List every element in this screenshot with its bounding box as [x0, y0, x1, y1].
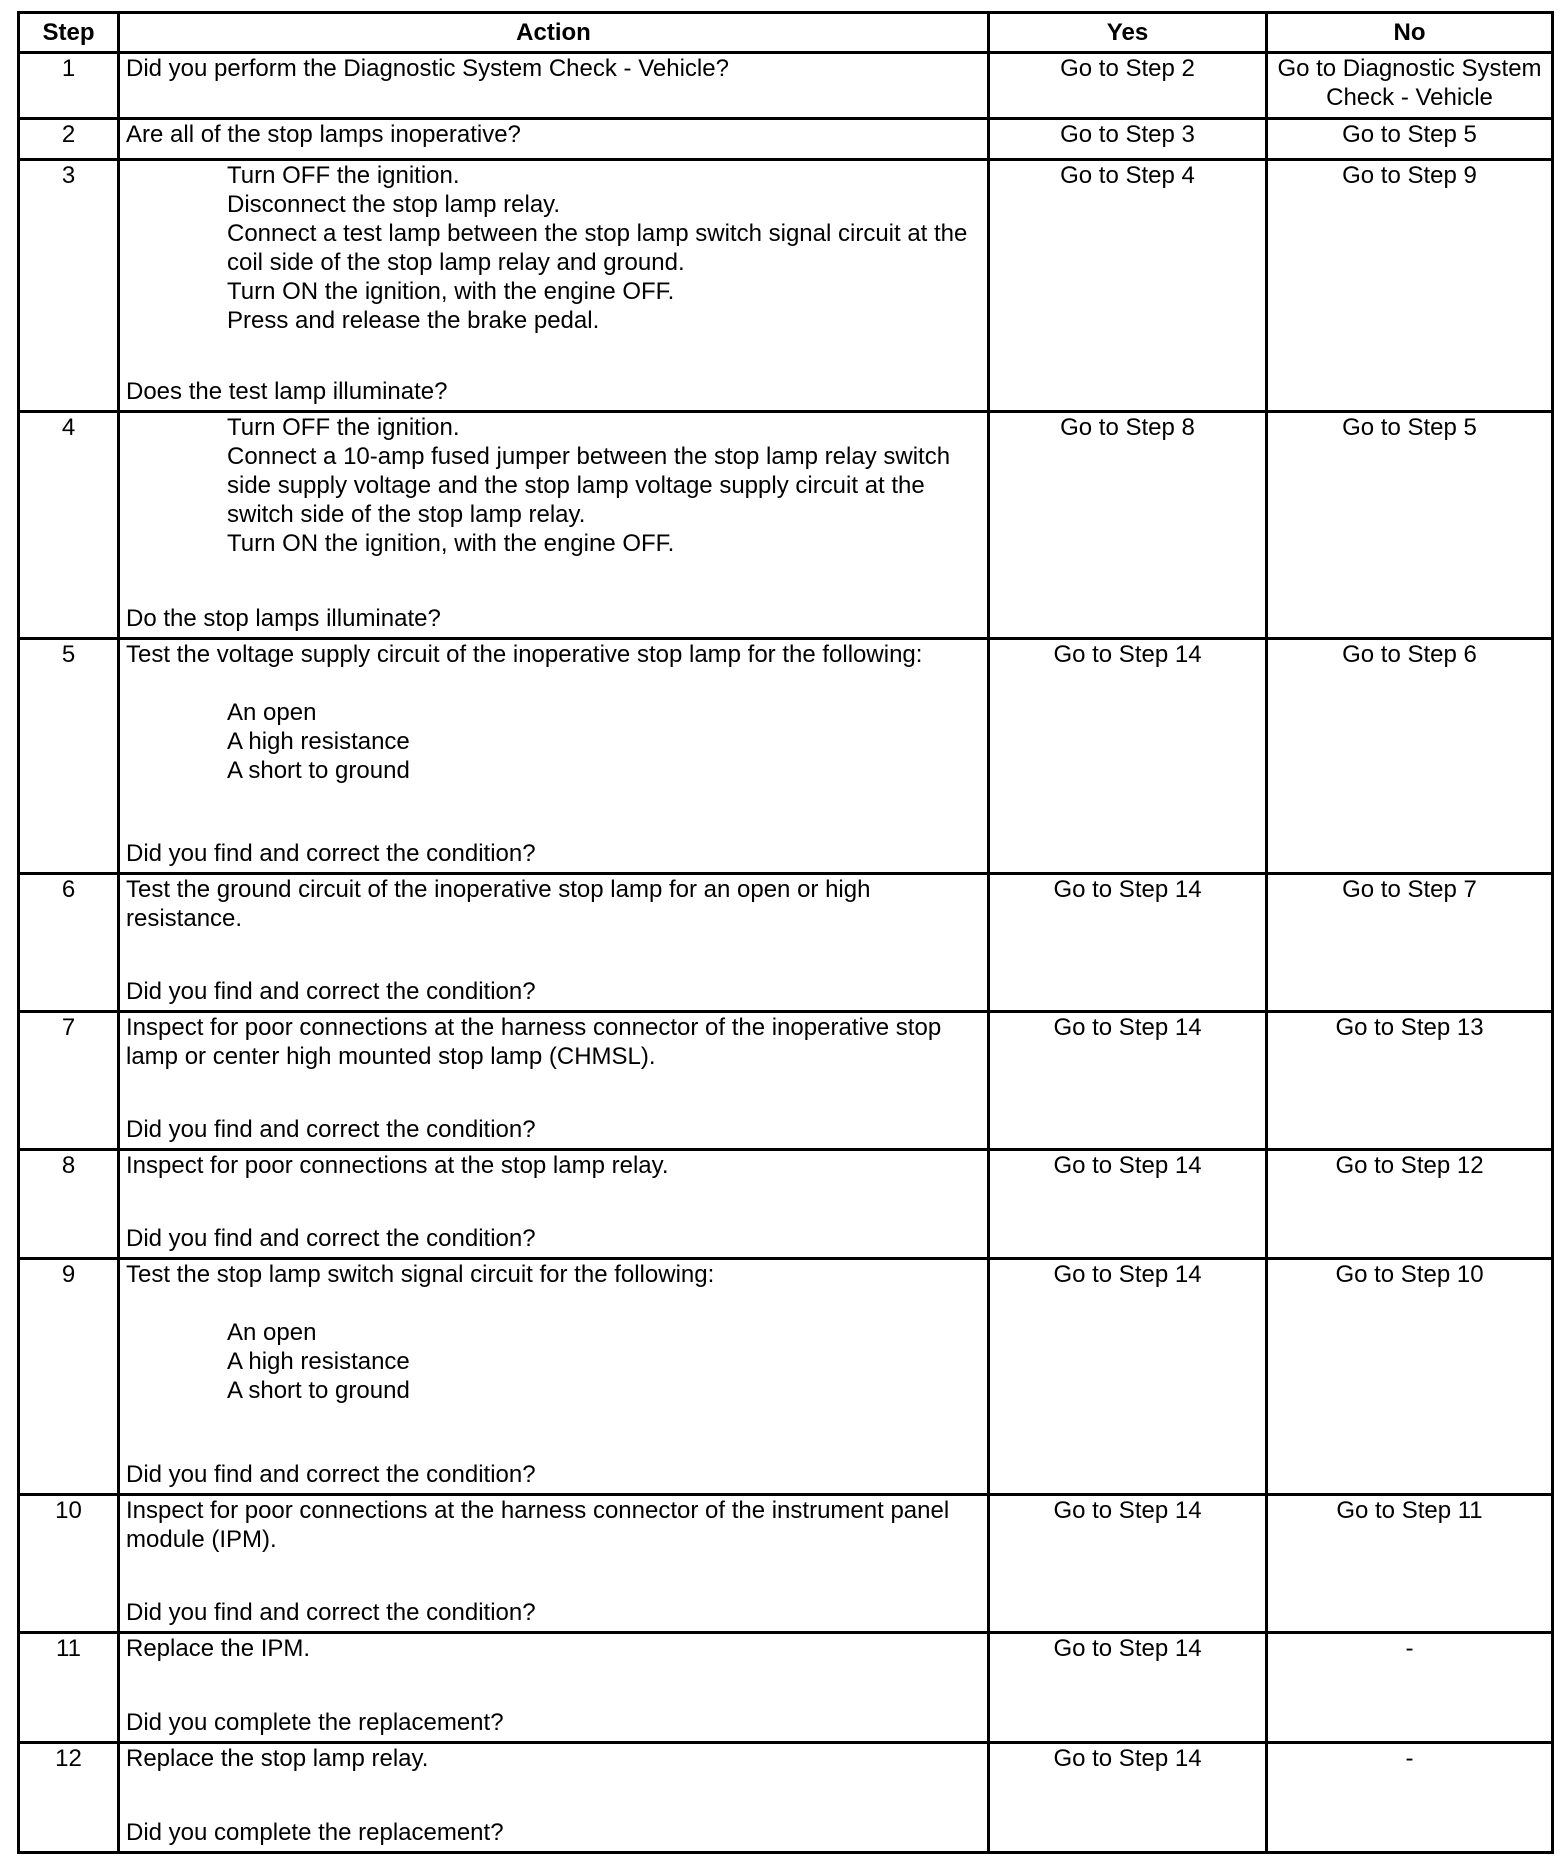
action-intro: Replace the IPM. [126, 1635, 311, 1662]
action-cell [119, 53, 989, 119]
action-list-item: Press and release the brake pedal. [227, 307, 600, 334]
step-number: 9 [19, 1259, 119, 1495]
header-row [19, 13, 1553, 53]
action-cell [119, 1633, 989, 1743]
action-body [126, 54, 981, 83]
action-list-item: An open [227, 1319, 317, 1346]
spacer [126, 669, 981, 698]
action-intro: Inspect for poor connections at the harness connector of the inoperative stop lamp or center high mounted stop lamp (CHMSL). [126, 1014, 942, 1070]
yes-outcome: Go to Step 14 [989, 874, 1267, 1012]
no-outcome: - [1267, 1633, 1553, 1743]
action-list-item: A short to ground [227, 1377, 410, 1404]
yes-outcome: Go to Step 3 [989, 119, 1267, 160]
action-body [126, 1496, 981, 1554]
no-outcome: Go to Step 5 [1267, 119, 1553, 160]
action-list-item: A high resistance [227, 1348, 410, 1375]
action-cell [119, 1743, 989, 1853]
no-outcome: Go to Step 7 [1267, 874, 1553, 1012]
action-list-item: Turn OFF the ignition. [227, 414, 460, 441]
action-intro: Replace the stop lamp relay. [126, 1745, 429, 1772]
yes-outcome: Go to Step 14 [989, 639, 1267, 874]
action-question: Did you find and correct the condition? [126, 978, 536, 1005]
action-cell [119, 1150, 989, 1259]
yes-outcome: Go to Step 14 [989, 1633, 1267, 1743]
no-outcome: Go to Step 12 [1267, 1150, 1553, 1259]
step-number: 2 [19, 119, 119, 160]
action-intro: Inspect for poor connections at the stop lamp relay. [126, 1152, 669, 1179]
yes-outcome: Go to Step 4 [989, 160, 1267, 412]
step-number: 3 [19, 160, 119, 412]
step-number: 4 [19, 412, 119, 639]
step-number: 1 [19, 53, 119, 119]
action-question: Do the stop lamps illuminate? [126, 605, 441, 632]
action-question: Did you find and correct the condition? [126, 840, 536, 867]
table-row [19, 1495, 1553, 1633]
action-cell [119, 639, 989, 874]
action-intro: Did you perform the Diagnostic System Check - Vehicle? [126, 55, 729, 82]
action-body [126, 1151, 981, 1180]
action-body [126, 161, 981, 335]
table-row [19, 1012, 1553, 1150]
action-body [126, 1013, 981, 1071]
table-row [19, 160, 1553, 412]
yes-outcome: Go to Step 14 [989, 1150, 1267, 1259]
action-intro: Test the voltage supply circuit of the inoperative stop lamp for the following: [126, 641, 923, 668]
action-cell [119, 160, 989, 412]
action-body [126, 1744, 981, 1773]
action-list-item: Disconnect the stop lamp relay. [227, 191, 561, 218]
action-cell [119, 874, 989, 1012]
action-question: Did you complete the replacement? [126, 1709, 504, 1736]
step-number: 11 [19, 1633, 119, 1743]
action-body [126, 640, 981, 785]
yes-outcome: Go to Step 14 [989, 1495, 1267, 1633]
action-question: Does the test lamp illuminate? [126, 378, 448, 405]
table-row [19, 1743, 1553, 1853]
header-action: Action [119, 13, 989, 53]
action-question: Did you find and correct the condition? [126, 1599, 536, 1626]
table-row [19, 53, 1553, 119]
no-outcome: Go to Step 13 [1267, 1012, 1553, 1150]
step-number: 12 [19, 1743, 119, 1853]
action-question: Did you complete the replacement? [126, 1819, 504, 1846]
step-number: 5 [19, 639, 119, 874]
yes-outcome: Go to Step 8 [989, 412, 1267, 639]
no-outcome: Go to Step 11 [1267, 1495, 1553, 1633]
action-cell [119, 412, 989, 639]
diagnostic-table [17, 11, 1554, 1854]
step-number: 8 [19, 1150, 119, 1259]
table-row [19, 874, 1553, 1012]
action-cell [119, 1259, 989, 1495]
table-row [19, 639, 1553, 874]
action-cell [119, 1012, 989, 1150]
action-body [126, 1260, 981, 1405]
action-list-item: Turn ON the ignition, with the engine OFF. [227, 530, 675, 557]
action-question: Did you find and correct the condition? [126, 1461, 536, 1488]
action-intro: Test the stop lamp switch signal circuit for the following: [126, 1261, 715, 1288]
yes-outcome: Go to Step 14 [989, 1743, 1267, 1853]
step-number: 7 [19, 1012, 119, 1150]
action-intro: Are all of the stop lamps inoperative? [126, 121, 521, 148]
no-outcome: Go to Step 9 [1267, 160, 1553, 412]
action-list-item: A short to ground [227, 757, 410, 784]
header-no: No [1267, 13, 1553, 53]
action-body [126, 120, 981, 149]
header-yes: Yes [989, 13, 1267, 53]
table-row [19, 1259, 1553, 1495]
action-list-item: Turn ON the ignition, with the engine OFF. [227, 278, 675, 305]
action-question: Did you find and correct the condition? [126, 1225, 536, 1252]
action-body [126, 1634, 981, 1663]
no-outcome: - [1267, 1743, 1553, 1853]
yes-outcome: Go to Step 14 [989, 1259, 1267, 1495]
action-list-item: Connect a test lamp between the stop lamp switch signal circuit at the coil side of the stop lamp relay and ground. [227, 220, 968, 276]
action-list-item: A high resistance [227, 728, 410, 755]
yes-outcome: Go to Step 2 [989, 53, 1267, 119]
action-cell [119, 1495, 989, 1633]
no-outcome: Go to Step 10 [1267, 1259, 1553, 1495]
table-row [19, 1633, 1553, 1743]
action-list-item: Connect a 10-amp fused jumper between the stop lamp relay switch side supply voltage and the stop lamp voltage supply circuit at the switch side of the stop lamp relay. [227, 443, 951, 528]
table-row [19, 412, 1553, 639]
yes-outcome: Go to Step 14 [989, 1012, 1267, 1150]
no-outcome: Go to Step 6 [1267, 639, 1553, 874]
action-body [126, 875, 981, 933]
action-list-item: An open [227, 699, 317, 726]
no-outcome: Go to Diagnostic System Check - Vehicle [1267, 53, 1553, 119]
action-intro: Test the ground circuit of the inoperative stop lamp for an open or high resistance. [126, 876, 871, 932]
spacer [126, 1289, 981, 1318]
action-list-item: Turn OFF the ignition. [227, 162, 460, 189]
table-row [19, 1150, 1553, 1259]
step-number: 10 [19, 1495, 119, 1633]
no-outcome: Go to Step 5 [1267, 412, 1553, 639]
action-body [126, 413, 981, 558]
table-row [19, 119, 1553, 160]
action-cell [119, 119, 989, 160]
action-question: Did you find and correct the condition? [126, 1116, 536, 1143]
step-number: 6 [19, 874, 119, 1012]
action-intro: Inspect for poor connections at the harness connector of the instrument panel module (IPM). [126, 1497, 950, 1553]
header-step: Step [19, 13, 119, 53]
